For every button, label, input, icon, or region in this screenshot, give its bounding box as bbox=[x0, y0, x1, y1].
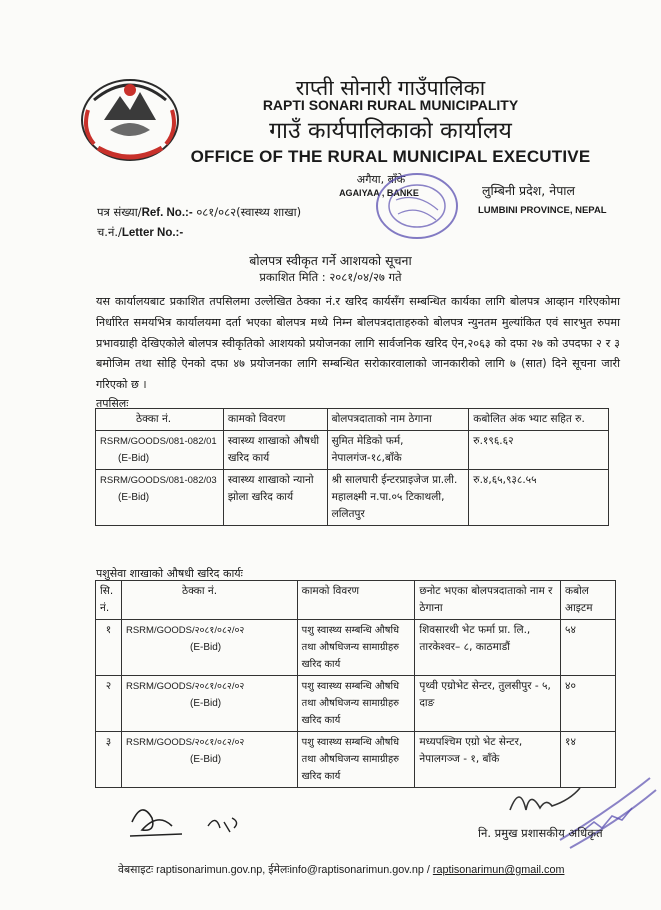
work-description: स्वास्थ्य शाखाको औषधी खरिद कार्य bbox=[223, 431, 327, 470]
table-row bbox=[96, 676, 616, 732]
table-row bbox=[96, 431, 609, 470]
ebid-label: (E-Bid) bbox=[118, 453, 150, 464]
table-row bbox=[96, 470, 609, 526]
letter-number bbox=[97, 225, 183, 240]
work-description: पशु स्वास्थ्य सम्बन्धि औषधि तथा औषधिजन्य सामाग्रीहरु खरिद कार्य bbox=[297, 732, 415, 788]
footer-contact bbox=[118, 862, 564, 877]
contract-code: RSRM/GOODS/२०८१/०८२/०२ bbox=[125, 625, 245, 636]
office-name-en: OFFICE OF THE RURAL MUNICIPAL EXECUTIVE bbox=[190, 147, 591, 166]
contract-code-cell bbox=[121, 676, 297, 732]
serial-number: ३ bbox=[96, 732, 122, 788]
notice-body: यस कार्यालयबाट प्रकाशित तपसिलमा उल्लेखित ठेक्का नं.र खरिद कार्यसँग सम्बन्धित कार्यका लागि बोलपत्र आव्हान गरिएकोमा निर्धारित समयभित्र कार्यालयमा दर्ता भएका बोलपत्र मध्ये निम्न बोलपत्रदाताहरुको बोलपत्र न्युनतम मुल्यांकित एवं सारभुत रुपमा प्रभावग्राही देखिएकोले बोलपत्र स्वीकृतिको आशयको प्रयोजनका लागि सार्वजनिक खरिद ऐन,२०६३ को दफा २७ को उपदफा २ र ३ बमोजिम तथा सोहि ऐनको दफा ४७ प्रयोजनका लागि सम्बन्धित सरोकारवालाको जानकारीको लागि ७ (सात) दिने सूचना जारी गरिएको छ । bbox=[96, 295, 620, 392]
bidder-name: श्री सालघारी ईन्टरप्राइजेज प्रा.ली. महालक्ष्मी न.पा.०५ टिकाथली, ललितपुर bbox=[327, 470, 469, 526]
details-label: तपसिलः bbox=[96, 397, 129, 410]
footer-website: वेबसाइटः raptisonarimun.gov.np, ईमेलःinfo@raptisonarimun.gov.np / bbox=[118, 864, 433, 876]
address-np: अगैया, बाँके bbox=[356, 173, 406, 186]
column-header: ठेक्का नं. bbox=[121, 581, 297, 620]
contract-code: RSRM/GOODS/081-082/03 bbox=[100, 475, 217, 486]
work-description: स्वास्थ्य शाखाको न्यानो झोला खरिद कार्य bbox=[223, 470, 327, 526]
bid-amount: रु.४,६५,९३८.५५ bbox=[469, 470, 609, 526]
column-header: कामको विवरण bbox=[297, 581, 415, 620]
work-description: पशु स्वास्थ्य सम्बन्धि औषधि तथा औषधिजन्य सामाग्रीहरु खरिद कार्य bbox=[297, 676, 415, 732]
ebid-label: (E-Bid) bbox=[118, 492, 150, 503]
ebid-label: (E-Bid) bbox=[189, 754, 222, 765]
table-header-row bbox=[96, 581, 616, 620]
letter-label-en: Letter No.:- bbox=[121, 227, 184, 239]
contract-code: RSRM/GOODS/२०८१/०८२/०२ bbox=[125, 737, 245, 748]
bidder-name: पृथ्वी एग्रोभेट सेन्टर, तुलसीपुर - ५, दाङ bbox=[415, 676, 561, 732]
office-name-np: गाउँ कार्यपालिकाको कार्यालय bbox=[269, 118, 512, 144]
contract-table-1 bbox=[95, 408, 609, 526]
published-date: प्रकाशित मिति : २०८१/०४/२७ गते bbox=[259, 270, 402, 284]
serial-number: २ bbox=[96, 676, 122, 732]
contract-code: RSRM/GOODS/081-082/01 bbox=[100, 436, 217, 447]
bid-items: १४ bbox=[561, 732, 616, 788]
bidder-name: मध्यपश्चिम एग्रो भेट सेन्टर, नेपालगञ्ज - १, बाँके bbox=[415, 732, 561, 788]
contract-code: RSRM/GOODS/२०८१/०८२/०२ bbox=[125, 681, 245, 692]
signer-title: नि. प्रमुख प्रशासकीय अधिकृत bbox=[478, 826, 603, 840]
ref-label-en: Ref. No.:- bbox=[141, 207, 193, 219]
handwritten-initials-icon bbox=[112, 792, 262, 852]
province-en: LUMBINI PROVINCE, NEPAL bbox=[478, 205, 607, 216]
office-stamp-icon bbox=[374, 170, 460, 242]
column-header: बोलपत्रदाताको नाम ठेगाना bbox=[327, 409, 469, 431]
column-header: छनोट भएका बोलपत्रदाताको नाम र ठेगाना bbox=[415, 581, 561, 620]
ebid-label: (E-Bid) bbox=[189, 698, 222, 709]
footer-email-link[interactable]: raptisonarimun@gmail.com bbox=[432, 864, 565, 876]
signature-and-stamp-icon bbox=[490, 770, 660, 855]
province-np: लुम्बिनी प्रदेश, नेपाल bbox=[482, 183, 576, 198]
contract-code-cell bbox=[96, 470, 224, 526]
ref-label-np: पत्र संख्या/ bbox=[97, 205, 142, 219]
table-row bbox=[96, 620, 616, 676]
table-header-row bbox=[96, 409, 609, 431]
bid-items: ४० bbox=[561, 676, 616, 732]
contract-table-2 bbox=[95, 580, 616, 788]
column-header: ठेक्का नं. bbox=[96, 409, 224, 431]
contract-code-cell bbox=[96, 431, 224, 470]
bidder-name: शिवसारथी भेट फर्मा प्रा. लि., तारकेश्वर– ८, काठमाडौं bbox=[415, 620, 561, 676]
column-header: सि. नं. bbox=[96, 581, 122, 620]
serial-number: १ bbox=[96, 620, 122, 676]
bidder-name: सुमित मेडिको फर्म, नेपालगंज-१८,बाँके bbox=[327, 431, 469, 470]
contract-code-cell bbox=[121, 620, 297, 676]
bid-amount: रु.१९६.६२ bbox=[469, 431, 609, 470]
column-header: कबोलित अंक भ्याट सहित रु. bbox=[469, 409, 609, 431]
municipality-name-en: RAPTI SONARI RURAL MUNICIPALITY bbox=[262, 97, 519, 113]
address-en: AGAIYAA , BANKE bbox=[339, 188, 419, 198]
letter-label-np: च.नं./ bbox=[97, 225, 122, 239]
bid-items: ५४ bbox=[561, 620, 616, 676]
municipality-name-np: राप्ती सोनारी गाउँपालिका bbox=[295, 76, 486, 100]
contract-code-cell bbox=[121, 732, 297, 788]
work-description: पशु स्वास्थ्य सम्बन्धि औषधि तथा औषधिजन्य सामाग्रीहरु खरिद कार्य bbox=[297, 620, 415, 676]
section-heading: पशुसेवा शाखाको औषधी खरिद कार्यः bbox=[96, 567, 243, 580]
ebid-label: (E-Bid) bbox=[189, 642, 222, 653]
ref-value: ०८१/०८२(स्वास्थ्य शाखा) bbox=[196, 205, 302, 219]
column-header: कबोल आइटम bbox=[561, 581, 616, 620]
column-header: कामको विवरण bbox=[223, 409, 327, 431]
reference-number bbox=[97, 205, 301, 220]
notice-title: बोलपत्र स्वीकृत गर्ने आशयको सूचना bbox=[249, 253, 412, 268]
